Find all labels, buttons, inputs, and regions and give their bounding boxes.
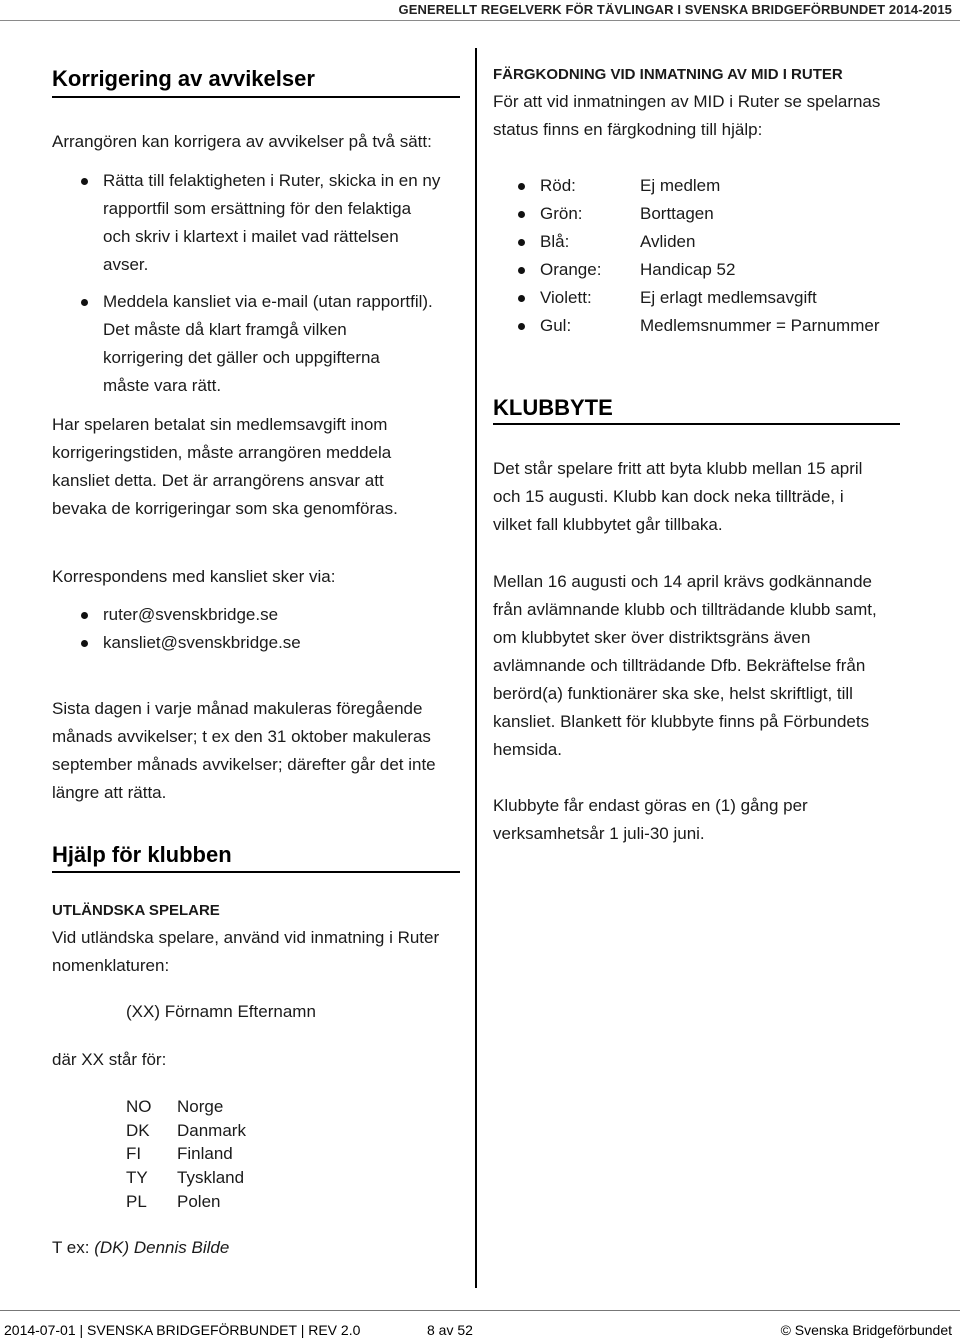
- subheading-utlandska: UTLÄNDSKA SPELARE: [52, 902, 220, 919]
- country-row: PL Polen: [126, 1192, 221, 1211]
- heading-hjalp: Hjälp för klubben: [52, 842, 232, 867]
- name-format: (XX) Förnamn Efternamn: [126, 1002, 316, 1021]
- email-link[interactable]: kansliet@svenskbridge.se: [78, 629, 458, 657]
- intro-text: Arrangören kan korrigera av avvikelser på två sätt:: [52, 132, 432, 151]
- country-row: FI Finland: [126, 1144, 233, 1163]
- heading-rule: [52, 871, 460, 873]
- color-code-item: Blå: Avliden: [515, 228, 935, 256]
- paragraph-klubbyte-2: Mellan 16 augusti och 14 april krävs godkännande från avlämnande klubb och tillträdande klubb samt, om klubbytet sker över distriktsgräns även avlämnande och tillträdande Dfb. Bekräftelse från berörd(a) funktionärer ska ske, helst skriftligt, till kansliet. Blankett för klubbyte finns på Förbundets hemsida.: [493, 572, 877, 759]
- footer-left: 2014-07-01 | SVENSKA BRIDGEFÖRBUNDET | REV 2.0: [4, 1322, 361, 1338]
- paragraph-makulering: Sista dagen i varje månad makuleras föregående månads avvikelser; t ex den 31 oktober makuleras september månads avvikelser; därefter går det inte längre att rätta.: [52, 699, 436, 802]
- email-list: [78, 601, 458, 657]
- heading-klubbyte: KLUBBYTE: [493, 395, 613, 420]
- heading-rule: [493, 423, 900, 425]
- heading-rule: [52, 96, 460, 98]
- list-item: Rätta till felaktigheten i Ruter, skicka in en ny rapportfil som ersättning för den felaktiga och skriv i klartext i mailet vad rättelsen avser.: [78, 167, 473, 279]
- list-item: Meddela kansliet via e-mail (utan rapportfil). Det måste då klart framgå vilken korrigering det gäller och uppgifterna måste vara rätt.: [78, 288, 473, 400]
- color-code-list: [515, 172, 935, 340]
- email-link[interactable]: ruter@svenskbridge.se: [78, 601, 458, 629]
- correction-list: [78, 167, 473, 400]
- color-code-item: Grön: Borttagen: [515, 200, 935, 228]
- paragraph-fargkodning: För att vid inmatningen av MID i Ruter se spelarnas status finns en färgkodning till hjälp:: [493, 92, 881, 139]
- color-code-item: Röd: Ej medlem: [515, 172, 935, 200]
- paragraph-nomenklatur: Vid utländska spelare, använd vid inmatning i Ruter nomenklaturen:: [52, 928, 440, 975]
- footer-rule: [0, 1310, 960, 1311]
- paragraph-klubbyte-3: Klubbyte får endast göras en (1) gång per verksamhetsår 1 juli-30 juni.: [493, 796, 808, 843]
- running-header: GENERELLT REGELVERK FÖR TÄVLINGAR I SVENSKA BRIDGEFÖRBUNDET 2014-2015: [398, 2, 952, 17]
- column-divider: [475, 48, 477, 1288]
- where-text: där XX står för:: [52, 1050, 167, 1069]
- footer-copyright: © Svenska Bridgeförbundet: [780, 1322, 952, 1338]
- correspondence-intro: Korrespondens med kansliet sker via:: [52, 567, 336, 586]
- color-code-item: Gul: Medlemsnummer = Parnummer: [515, 312, 935, 340]
- country-row: TY Tyskland: [126, 1168, 245, 1187]
- color-code-item: Orange: Handicap 52: [515, 256, 935, 284]
- subheading-fargkodning: FÄRGKODNING VID INMATNING AV MID I RUTER: [493, 66, 843, 83]
- paragraph-medlemsavgift: Har spelaren betalat sin medlemsavgift inom korrigeringstiden, måste arrangören meddela kansliet detta. Det är arrangörens ansvar att bevaka de korrigeringar som ska genomföras.: [52, 415, 398, 518]
- country-row: NO Norge: [126, 1097, 224, 1116]
- header-rule: [0, 20, 960, 21]
- country-row: DK Danmark: [126, 1121, 246, 1140]
- heading-korrigering: Korrigering av avvikelser: [52, 66, 315, 91]
- paragraph-klubbyte-1: Det står spelare fritt att byta klubb mellan 15 april och 15 augusti. Klubb kan dock neka tillträde, i vilket fall klubbytet går tillbaka.: [493, 459, 863, 534]
- example-text: T ex: (DK) Dennis Bilde: [52, 1238, 230, 1257]
- color-code-item: Violett: Ej erlagt medlemsavgift: [515, 284, 935, 312]
- page-number: 8 av 52: [427, 1322, 473, 1338]
